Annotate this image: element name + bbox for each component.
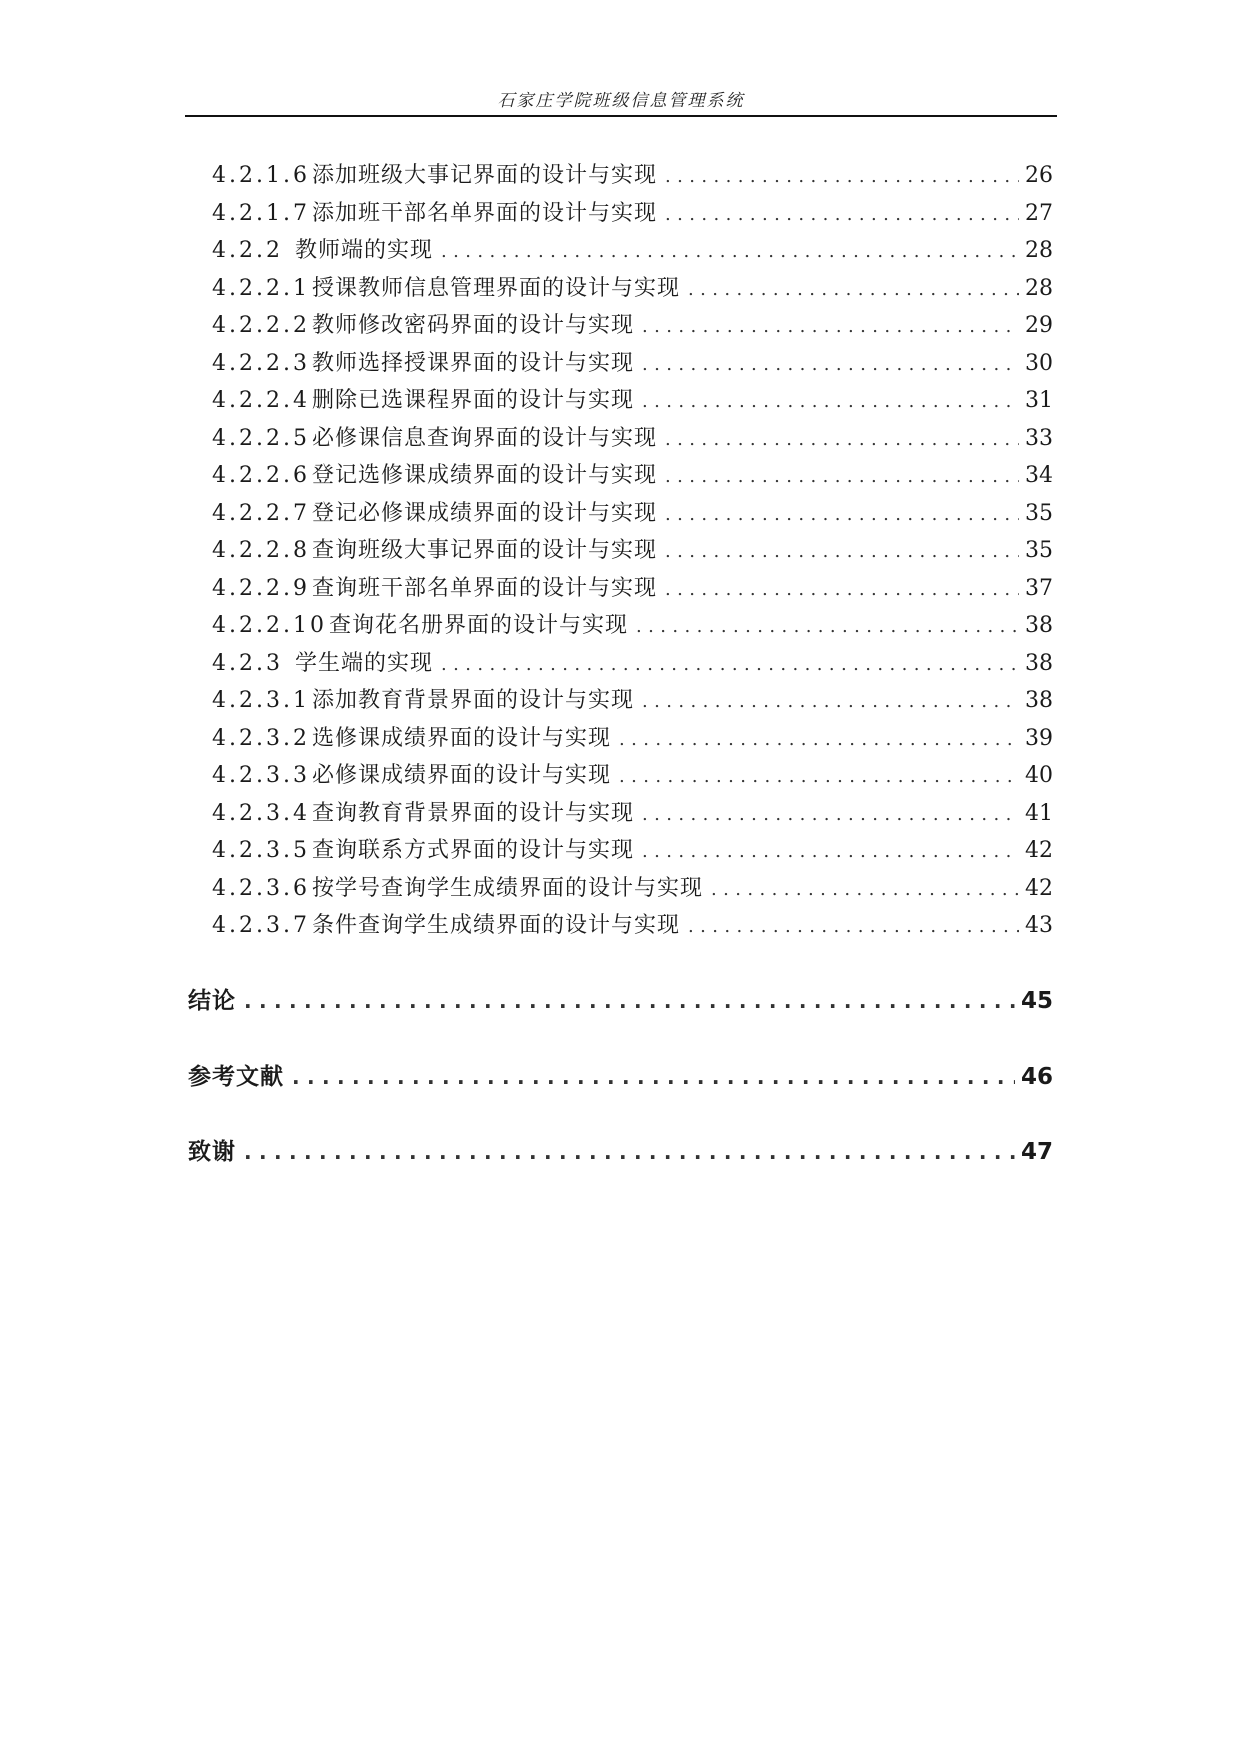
toc-entry-page: 27	[1025, 201, 1053, 226]
toc-entry-title: 查询班级大事记界面的设计与实现	[311, 538, 657, 563]
toc-entry[interactable]	[212, 608, 1053, 639]
toc-entry-page: 38	[1025, 613, 1053, 638]
toc-entry-title: 选修课成绩界面的设计与实现	[311, 726, 611, 751]
toc-leader-dots	[642, 391, 1019, 412]
toc-entry-number: 4.2.2.10	[212, 613, 327, 638]
toc-entry-number: 4.2.2.1	[212, 276, 310, 301]
toc-entry-page: 38	[1025, 688, 1053, 713]
toc-entry-number: 4.2.2.6	[212, 463, 310, 488]
toc-entry[interactable]	[212, 271, 1053, 302]
toc-chapter-page: 45	[1020, 988, 1053, 1014]
toc-entry-number: 4.2.2	[212, 238, 283, 263]
toc-leader-dots	[642, 691, 1019, 712]
toc-chapter-acknowledgements[interactable]	[188, 1133, 1053, 1166]
toc-entry-title: 查询花名册界面的设计与实现	[328, 613, 628, 638]
toc-leader-dots	[642, 841, 1019, 862]
toc-entry-page: 28	[1025, 238, 1053, 263]
header-divider	[185, 115, 1057, 117]
toc-entry-title: 必修课信息查询界面的设计与实现	[311, 426, 657, 451]
toc-entry[interactable]	[212, 833, 1053, 864]
toc-entry[interactable]	[212, 908, 1053, 939]
toc-entry[interactable]	[212, 796, 1053, 827]
toc-entry-title: 必修课成绩界面的设计与实现	[311, 763, 611, 788]
toc-entry-number: 4.2.1.6	[212, 163, 310, 188]
toc-entry-page: 43	[1025, 913, 1053, 938]
toc-leader-dots	[665, 204, 1019, 225]
toc-chapter-page: 47	[1020, 1139, 1053, 1165]
toc-entry-number: 4.2.3	[212, 651, 283, 676]
toc-entry-page: 34	[1025, 463, 1053, 488]
toc-leader-dots	[665, 166, 1019, 187]
toc-entry[interactable]	[212, 646, 1053, 677]
toc-entry[interactable]	[212, 721, 1053, 752]
toc-leader-dots	[688, 279, 1019, 300]
toc-chapter-references[interactable]	[188, 1058, 1053, 1091]
toc-entry-title: 授课教师信息管理界面的设计与实现	[311, 276, 680, 301]
toc-chapter-title: 参考文献	[188, 1064, 284, 1090]
toc-entry-title: 删除已选课程界面的设计与实现	[311, 388, 634, 413]
toc-entry-page: 38	[1025, 651, 1053, 676]
toc-leader-dots	[665, 541, 1019, 562]
toc-leader-dots	[636, 616, 1019, 637]
toc-entry-page: 35	[1025, 501, 1053, 526]
toc-leader-dots	[619, 766, 1019, 787]
toc-entry-number: 4.2.1.7	[212, 201, 310, 226]
toc-entry-number: 4.2.3.5	[212, 838, 310, 863]
toc-entry-page: 33	[1025, 426, 1053, 451]
toc-entry-title: 登记必修课成绩界面的设计与实现	[311, 501, 657, 526]
toc-entry-title: 查询联系方式界面的设计与实现	[311, 838, 634, 863]
toc-entry-page: 26	[1025, 163, 1053, 188]
toc-entry-page: 28	[1025, 276, 1053, 301]
toc-entry-title: 添加教育背景界面的设计与实现	[311, 688, 634, 713]
toc-leader-dots	[688, 916, 1019, 937]
toc-entry-page: 42	[1025, 876, 1053, 901]
toc-leader-dots	[642, 804, 1019, 825]
toc-entry[interactable]	[212, 571, 1053, 602]
toc-entry[interactable]	[212, 383, 1053, 414]
toc-chapter-title: 致谢	[188, 1139, 236, 1165]
toc-leader-dots	[665, 504, 1019, 525]
toc-entry-page: 41	[1025, 801, 1053, 826]
toc-entry-title: 添加班干部名单界面的设计与实现	[311, 201, 657, 226]
toc-entry-page: 37	[1025, 576, 1053, 601]
toc-leader-dots	[244, 1140, 1015, 1164]
toc-leader-dots	[642, 354, 1019, 375]
toc-entry-page: 39	[1025, 726, 1053, 751]
toc-entry[interactable]	[212, 196, 1053, 227]
toc-leader-dots	[665, 429, 1019, 450]
toc-leader-dots	[441, 241, 1019, 262]
toc-entry[interactable]	[212, 871, 1053, 902]
toc-leader-dots	[665, 466, 1019, 487]
toc-entry-title: 条件查询学生成绩界面的设计与实现	[311, 913, 680, 938]
toc-entry[interactable]	[212, 533, 1053, 564]
toc-entry-title: 教师修改密码界面的设计与实现	[311, 313, 634, 338]
running-header: 石家庄学院班级信息管理系统	[497, 91, 745, 111]
toc-entry-page: 42	[1025, 838, 1053, 863]
toc-entry-page: 40	[1025, 763, 1053, 788]
toc-entry-title: 查询教育背景界面的设计与实现	[311, 801, 634, 826]
toc-entry-number: 4.2.3.3	[212, 763, 310, 788]
toc-entry-number: 4.2.2.3	[212, 351, 310, 376]
toc-entry-number: 4.2.2.8	[212, 538, 310, 563]
toc-entry[interactable]	[212, 308, 1053, 339]
toc-entry-number: 4.2.3.4	[212, 801, 310, 826]
toc-entry-title: 登记选修课成绩界面的设计与实现	[311, 463, 657, 488]
toc-leader-dots	[292, 1065, 1015, 1089]
toc-leader-dots	[619, 729, 1019, 750]
toc-entry-title: 查询班干部名单界面的设计与实现	[311, 576, 657, 601]
toc-entry-number: 4.2.2.4	[212, 388, 310, 413]
toc-chapter-page: 46	[1020, 1064, 1053, 1090]
toc-entry[interactable]	[212, 158, 1053, 189]
toc-entry[interactable]	[212, 683, 1053, 714]
toc-entry[interactable]	[212, 233, 1053, 264]
toc-leader-dots	[441, 654, 1019, 675]
toc-leader-dots	[665, 579, 1019, 600]
toc-entry[interactable]	[212, 458, 1053, 489]
toc-entry-number: 4.2.2.5	[212, 426, 310, 451]
toc-entry-number: 4.2.2.9	[212, 576, 310, 601]
toc-entry-title: 教师端的实现	[294, 238, 433, 263]
toc-entry[interactable]	[212, 758, 1053, 789]
toc-entry-title: 按学号查询学生成绩界面的设计与实现	[311, 876, 703, 901]
toc-entry-number: 4.2.2.2	[212, 313, 310, 338]
toc-entry-number: 4.2.2.7	[212, 501, 310, 526]
toc-entry[interactable]	[212, 421, 1053, 452]
toc-entry-page: 30	[1025, 351, 1053, 376]
toc-entry-title: 添加班级大事记界面的设计与实现	[311, 163, 657, 188]
toc-entry-number: 4.2.3.2	[212, 726, 310, 751]
toc-entry[interactable]	[212, 496, 1053, 527]
toc-leader-dots	[244, 989, 1015, 1013]
toc-entry-page: 29	[1025, 313, 1053, 338]
toc-entry-page: 31	[1025, 388, 1053, 413]
toc-entry-title: 学生端的实现	[294, 651, 433, 676]
toc-entry-number: 4.2.3.7	[212, 913, 310, 938]
toc-chapter-conclusion[interactable]	[188, 982, 1053, 1015]
toc-leader-dots	[642, 316, 1019, 337]
toc-entry-number: 4.2.3.1	[212, 688, 310, 713]
toc-leader-dots	[711, 879, 1019, 900]
toc-chapter-title: 结论	[188, 988, 236, 1014]
toc-entry-title: 教师选择授课界面的设计与实现	[311, 351, 634, 376]
toc-entry-page: 35	[1025, 538, 1053, 563]
toc-entry[interactable]	[212, 346, 1053, 377]
toc-entry-number: 4.2.3.6	[212, 876, 310, 901]
